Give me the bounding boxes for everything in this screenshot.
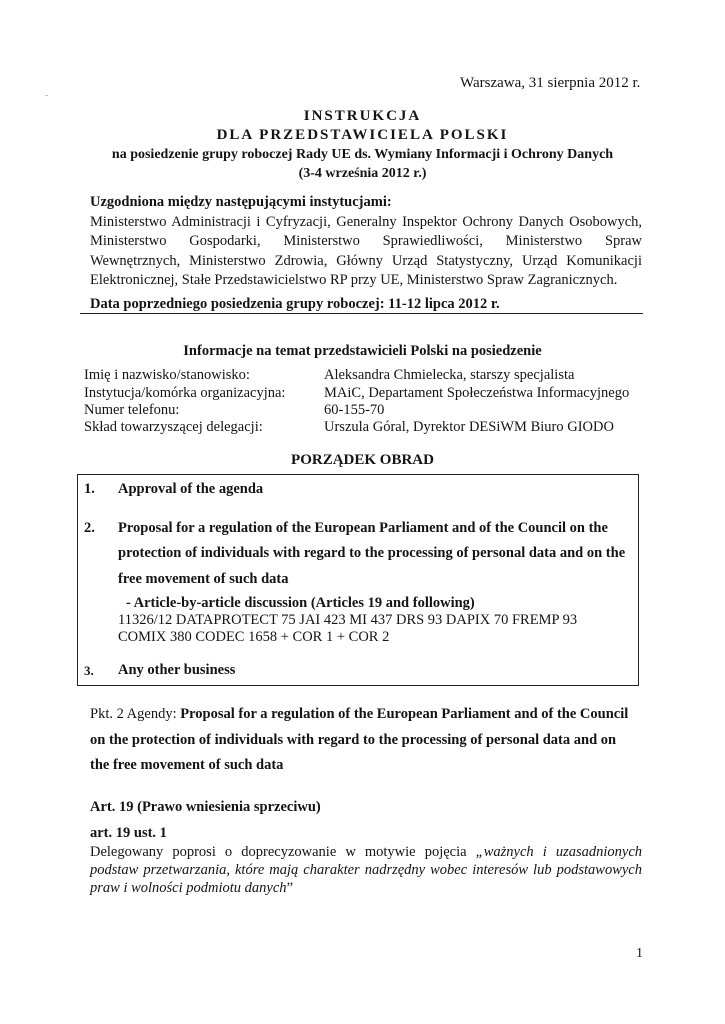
article-text-quote: praw i wolności podmiotu danych [90,880,287,896]
title-meeting-dates: (3-4 września 2012 r.) [298,166,427,181]
representative-label: Instytucja/komórka organizacyjna: [84,385,286,401]
agenda-item-number: 1. [84,481,95,497]
agenda-item-number: 3. [84,663,94,678]
article-text-line [90,844,642,861]
agreed-line: Elektronicznej, Stałe Przedstawicielstwo RP przy UE, Ministerstwo Spraw Zagranicznych. [90,272,618,288]
representative-value: Urszula Góral, Dyrektor DESiWM Biuro GIODO [324,419,614,435]
page-number: 1 [636,946,643,961]
document-reference: COMIX 380 CODEC 1658 + COR 1 + COR 2 [118,629,390,645]
representative-value: 60-155-70 [324,402,385,418]
agenda-item-text: Proposal for a regulation of the European Parliament and of the Council on the [118,520,608,536]
article-text-line: podstaw przetwarzania, które mają charakter nadrzędny wobec interesów lub podstawowych [90,862,642,878]
point2-title: Proposal for a regulation of the European Parliament and of the Council [180,706,629,722]
agenda-item-text: protection of individuals with regard to the processing of personal data and on the [118,545,626,561]
document-reference: 11326/12 DATAPROTECT 75 JAI 423 MI 437 DRS 93 DAPIX 70 FREMP 93 [118,612,578,628]
agreed-line: Ministerstwo Administracji i Cyfryzacji, Generalny Inspektor Ochrony Danych Osobowych, [90,213,642,230]
document-title [0,107,725,183]
agreed-institutions [90,193,642,291]
agenda-subitem: - Article-by-article discussion (Articles 19 and following) [126,595,475,611]
agenda-heading: PORZĄDEK OBRAD [291,452,434,468]
agreed-heading: Uzgodniona między następującymi instytucjami: [90,194,392,210]
agenda-item-text: free movement of such data [118,571,289,587]
title-for-representative: DLA PRZEDSTAWICIELA POLSKI [216,127,509,143]
representative-value: MAiC, Departament Społeczeństwa Informacyjnego [324,385,630,401]
point2-prefix: Pkt. 2 Agendy: [90,706,181,722]
title-meeting: na posiedzenie grupy roboczej Rady UE ds. Wymiany Informacji i Ochrony Danych [111,147,614,162]
point2-line: the free movement of such data [90,757,284,773]
scan-speck [45,95,48,96]
representative-label: Numer telefonu: [84,402,180,418]
section-divider [80,313,643,314]
agenda-item-text: Any other business [118,662,236,678]
agenda-item-number: 2. [84,520,95,536]
agenda-item-text: Approval of the agenda [118,481,264,497]
article-text-line [90,880,642,897]
article-heading: Art. 19 (Prawo wniesienia sprzeciwu) [90,799,321,815]
article-subheading: art. 19 ust. 1 [90,825,167,841]
article-text-closing-quote: ” [286,880,293,896]
representatives-heading: Informacje na temat przedstawicieli Polski na posiedzenie [183,343,542,359]
article-text-quote: „ważnych i uzasadnionych [475,844,643,860]
representative-label: Skład towarzyszącej delegacji: [84,419,263,435]
point2-line [90,706,628,723]
document-date: Warszawa, 31 sierpnia 2012 r. [460,75,641,91]
previous-meeting-date: Data poprzedniego posiedzenia grupy roboczej: 11-12 lipca 2012 r. [90,296,500,312]
agreed-line: Wewnętrznych, Ministerstwo Zdrowia, Główny Urząd Statystyczny, Urząd Komunikacji [90,252,642,269]
point2-line: on the protection of individuals with regard to the processing of personal data and on [90,732,617,748]
representative-value: Aleksandra Chmielecka, starszy specjalista [324,367,575,383]
article-text-plain: Delegowany poprosi o doprecyzowanie w motywie pojęcia [90,844,476,860]
title-instrukcja: INSTRUKCJA [303,108,422,124]
representative-label: Imię i nazwisko/stanowisko: [84,367,250,383]
agreed-line: Ministerstwo Gospodarki, Ministerstwo Sprawiedliwości, Ministerstwo Spraw [90,233,642,249]
